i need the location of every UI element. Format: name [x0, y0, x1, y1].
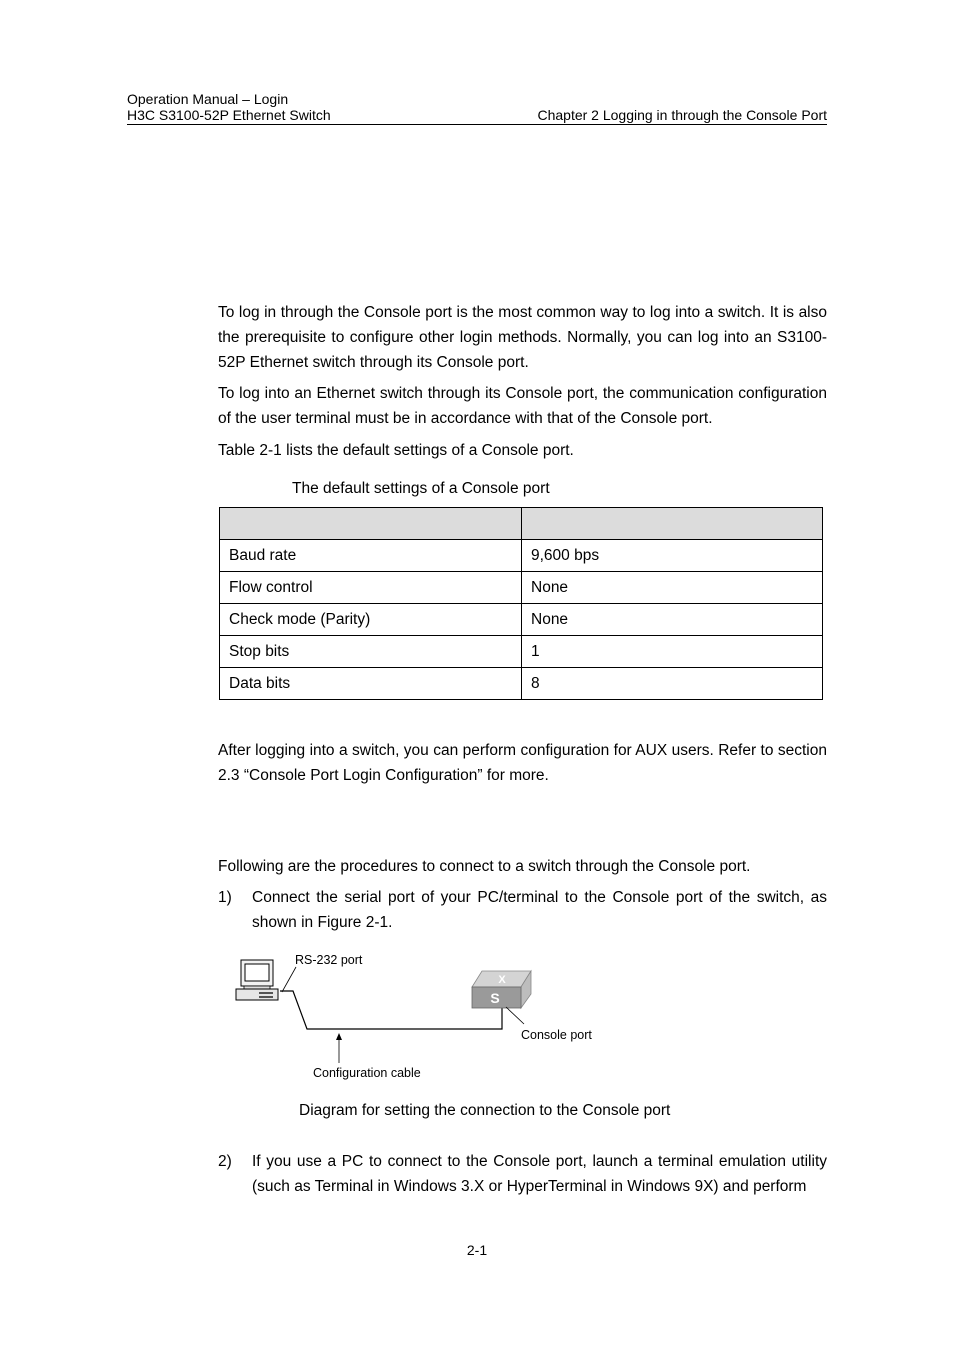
console-port-label: Console port — [521, 1028, 592, 1042]
cable-pointer-arrowhead — [336, 1033, 342, 1040]
table-row — [220, 540, 823, 572]
table-cell-value: None — [522, 572, 823, 604]
step-1-text: Connect the serial port of your PC/terminal to the Console port of the switch, as shown in Figure 2-1. — [252, 889, 827, 931]
table-header-cell-setting — [220, 508, 522, 540]
configuration-cable-line — [280, 991, 502, 1029]
table-header-cell-value — [522, 508, 823, 540]
rs232-port-label: RS-232 port — [295, 953, 363, 967]
table-caption: The default settings of a Console port — [292, 480, 550, 497]
procedure-intro: Following are the procedures to connect to a switch through the Console port. — [218, 858, 751, 875]
table-cell-setting: Flow control — [220, 572, 522, 604]
table-cell-value: 1 — [522, 636, 823, 668]
table-cell-setting: Data bits — [220, 668, 522, 700]
table-cell-value: 8 — [522, 668, 823, 700]
table-cell-value: 9,600 bps — [522, 540, 823, 572]
table-row — [220, 636, 823, 668]
table-row — [220, 668, 823, 700]
intro-paragraph-2: To log into an Ethernet switch through its Console port, the communication configuration of the user terminal must be in accordance with that of the Console port. — [218, 385, 827, 427]
step-1-number: 1) — [218, 889, 232, 906]
switch-top-letter: X — [498, 974, 506, 986]
switch-front-letter: S — [490, 990, 500, 1006]
pc-terminal-icon — [236, 960, 278, 1000]
header-manual-title: Operation Manual – Login — [127, 91, 289, 107]
table-row — [220, 604, 823, 636]
header-chapter: Chapter 2 Logging in through the Console Port — [537, 107, 827, 123]
table-cell-setting: Check mode (Parity) — [220, 604, 522, 636]
header-rule — [127, 124, 827, 125]
table-cell-setting: Baud rate — [220, 540, 522, 572]
after-table-paragraph: After logging into a switch, you can perform configuration for AUX users. Refer to section 2.3 “Console Port Login Configuration” for more. — [218, 742, 827, 784]
table-cell-setting: Stop bits — [220, 636, 522, 668]
console-settings-table — [219, 507, 823, 700]
console-pointer-line — [506, 1007, 524, 1024]
table-cell-value: None — [522, 604, 823, 636]
page-number: 2-1 — [466, 1242, 488, 1258]
rs232-pointer-line — [282, 967, 296, 992]
intro-paragraph-1: To log in through the Console port is the most common way to log into a switch. It is also the prerequisite to configure other login methods. Normally, you can log into an S3100-52P Ethernet switch through its Console port. — [218, 304, 827, 371]
header-product: H3C S3100-52P Ethernet Switch — [127, 107, 331, 123]
connection-diagram — [230, 945, 630, 1090]
intro-paragraph-3: Table 2-1 lists the default settings of a Console port. — [218, 442, 574, 459]
table-row — [220, 572, 823, 604]
step-2-text: If you use a PC to connect to the Console port, launch a terminal emulation utility (such as Terminal in Windows 3.X or HyperTerminal in Windows 9X) and perform — [252, 1153, 827, 1195]
figure-caption: Diagram for setting the connection to the Console port — [299, 1102, 671, 1119]
switch-icon — [472, 971, 531, 1008]
configuration-cable-label: Configuration cable — [313, 1066, 421, 1080]
step-2-number: 2) — [218, 1153, 232, 1170]
table-header-row — [220, 508, 823, 540]
